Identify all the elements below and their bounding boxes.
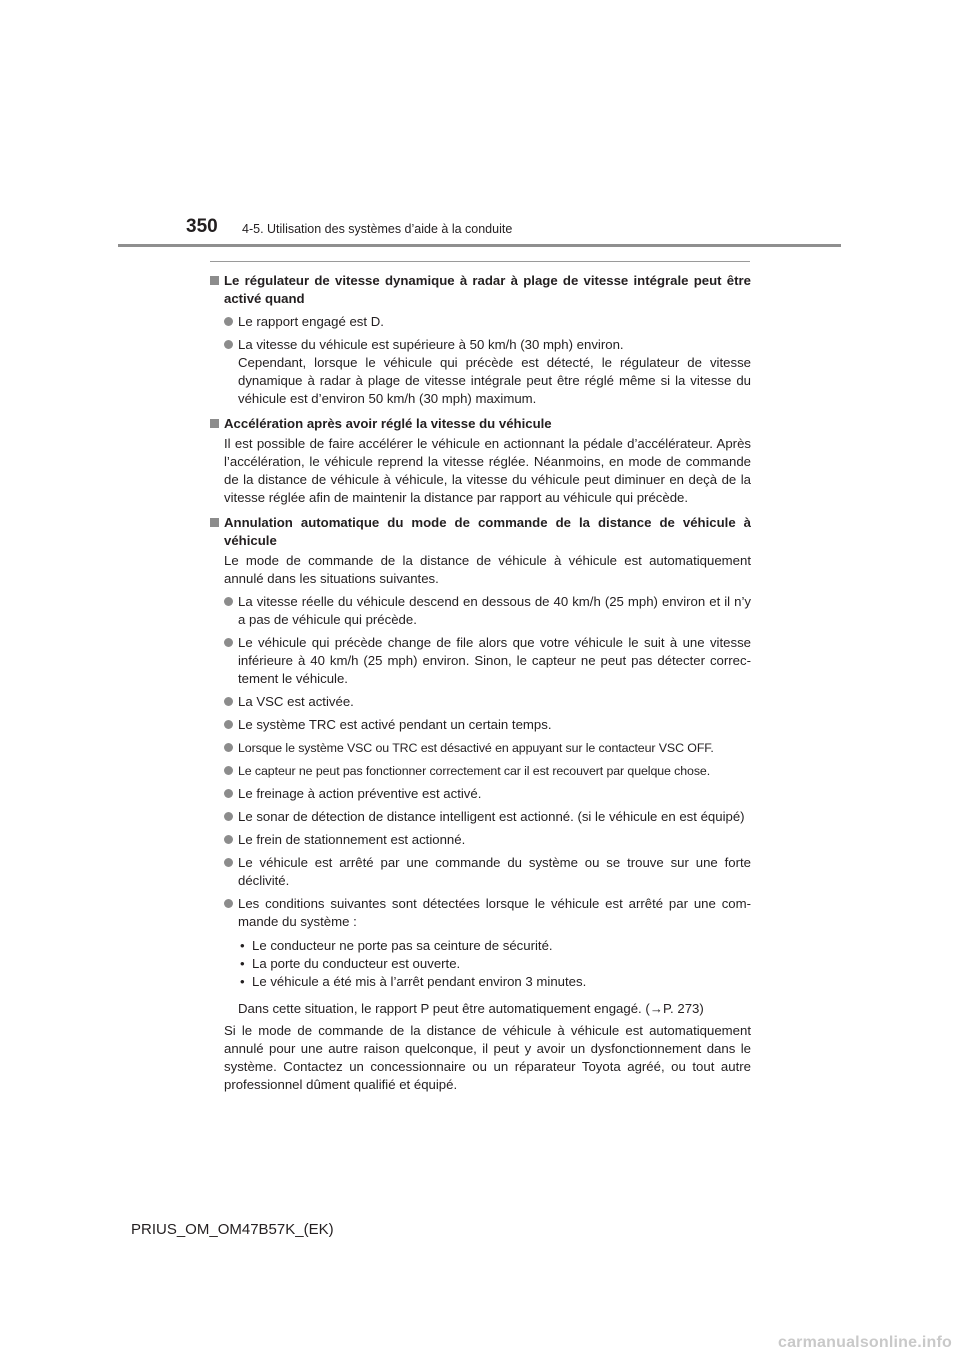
header-rule [118,244,841,247]
paragraph: Le mode de commande de la distance de véhicule à véhicule est automatiquement annulé dans les situations suivantes. [224,553,751,586]
chapter-title: 4-5. Utilisation des systèmes d’aide à la conduite [242,222,513,236]
list-item: Les conditions suivantes sont détectées lorsque le véhicule est arrêté par une com-mande du système : [210,895,751,931]
document-id: PRIUS_OM_OM47B57K_(EK) [131,1221,334,1238]
sub-bullet-marker: • [240,974,245,989]
circle-bullet-icon [224,858,233,867]
list-item: Le système TRC est activé pendant un certain temps. [210,716,751,734]
sub-bullet-marker: • [240,956,245,971]
list-item: Le véhicule est arrêté par une commande du système ou se trouve sur une forte déclivité. [210,854,751,890]
list-item: La vitesse du véhicule est supérieure à 50 km/h (30 mph) environ. Cependant, lorsque le véhicule qui précède est détecté, le régulateur de vitesse dynamique à radar à plage de vitesse intégrale peut être réglé même si la vitesse du véhicule est d’environ 50 km/h (30 mph) maximum. [210,336,751,408]
page-number: 350 [186,216,218,237]
list-item: La vitesse réelle du véhicule descend en dessous de 40 km/h (25 mph) environ et il n’y a pas de véhicule qui précède. [210,593,751,629]
sub-list-item: • La porte du conducteur est ouverte. [240,956,461,971]
list-item: La VSC est activée. [210,693,751,711]
list-item: Le freinage à action préventive est activé. [210,785,751,803]
square-bullet-icon [210,419,219,428]
sub-list-item: • Le conducteur ne porte pas sa ceinture de sécurité. [240,938,553,953]
circle-bullet-icon [224,720,233,729]
circle-bullet-icon [224,835,233,844]
sub-bullet-marker: • [240,938,245,953]
section-divider [210,261,750,262]
circle-bullet-icon [224,766,233,775]
section-heading-acceleration [210,415,751,433]
section-heading-activation [210,272,751,308]
closing-paragraph: Si le mode de commande de la distance de véhicule à véhicule est automatiquement annulé pour une autre raison quelconque, il peut y avoir un dysfonctionnement dans le système. Contactez un concessionnaire ou un réparateur Toyota agréé, ou tout autre professionnel dûment qualifié et équipé. [224,1023,751,1092]
list-item: Le véhicule qui précède change de file alors que votre véhicule le suit à une vitesse inférieure à 40 km/h (25 mph) environ. Sinon, le capteur ne peut pas détecter correc-tement le véhicule. [210,634,751,688]
sub-list-item: • Le véhicule a été mis à l’arrêt pendant environ 3 minutes. [240,974,587,989]
note-paragraph: Dans cette situation, le rapport P peut être automatiquement engagé. (→P. 273) [238,1001,704,1016]
circle-bullet-icon [224,317,233,326]
square-bullet-icon [210,518,219,527]
section-heading-cancellation [210,514,751,550]
circle-bullet-icon [224,899,233,908]
list-item: Le rapport engagé est D. [210,313,751,331]
square-bullet-icon [210,276,219,285]
circle-bullet-icon [224,638,233,647]
circle-bullet-icon [224,597,233,606]
list-item: Lorsque le système VSC ou TRC est désactivé en appuyant sur le contacteur VSC OFF. [210,739,751,757]
circle-bullet-icon [224,743,233,752]
circle-bullet-icon [224,340,233,349]
sub-list [210,937,751,991]
list-item: Le sonar de détection de distance intelligent est actionné. (si le véhicule en est équipé) [210,808,751,826]
watermark: carmanualsonline.info [777,1334,952,1351]
circle-bullet-icon [224,697,233,706]
circle-bullet-icon [224,812,233,821]
section-title: Le régulateur de vitesse dynamique à radar à plage de vitesse intégrale peut être activé quand [224,273,751,306]
list-item: Le capteur ne peut pas fonctionner correctement car il est recouvert par quelque chose. [210,762,751,780]
circle-bullet-icon [224,789,233,798]
section-title: Accélération après avoir réglé la vitesse du véhicule [224,416,552,431]
list-item: Le frein de stationnement est actionné. [210,831,751,849]
page-content [210,268,751,1094]
section-title: Annulation automatique du mode de commande de la distance de véhicule à véhicule [224,515,751,548]
paragraph: Il est possible de faire accélérer le véhicule en actionnant la pédale d’accélérateur. Après l’accélération, le véhicule reprend la vitesse réglée. Néanmoins, en mode de commande de la distance de véhicule à véhicule, la vitesse du véhicule peut diminuer en deçà de la vitesse réglée afin de maintenir la distance par rapport au véhicule qui précède. [224,436,751,505]
